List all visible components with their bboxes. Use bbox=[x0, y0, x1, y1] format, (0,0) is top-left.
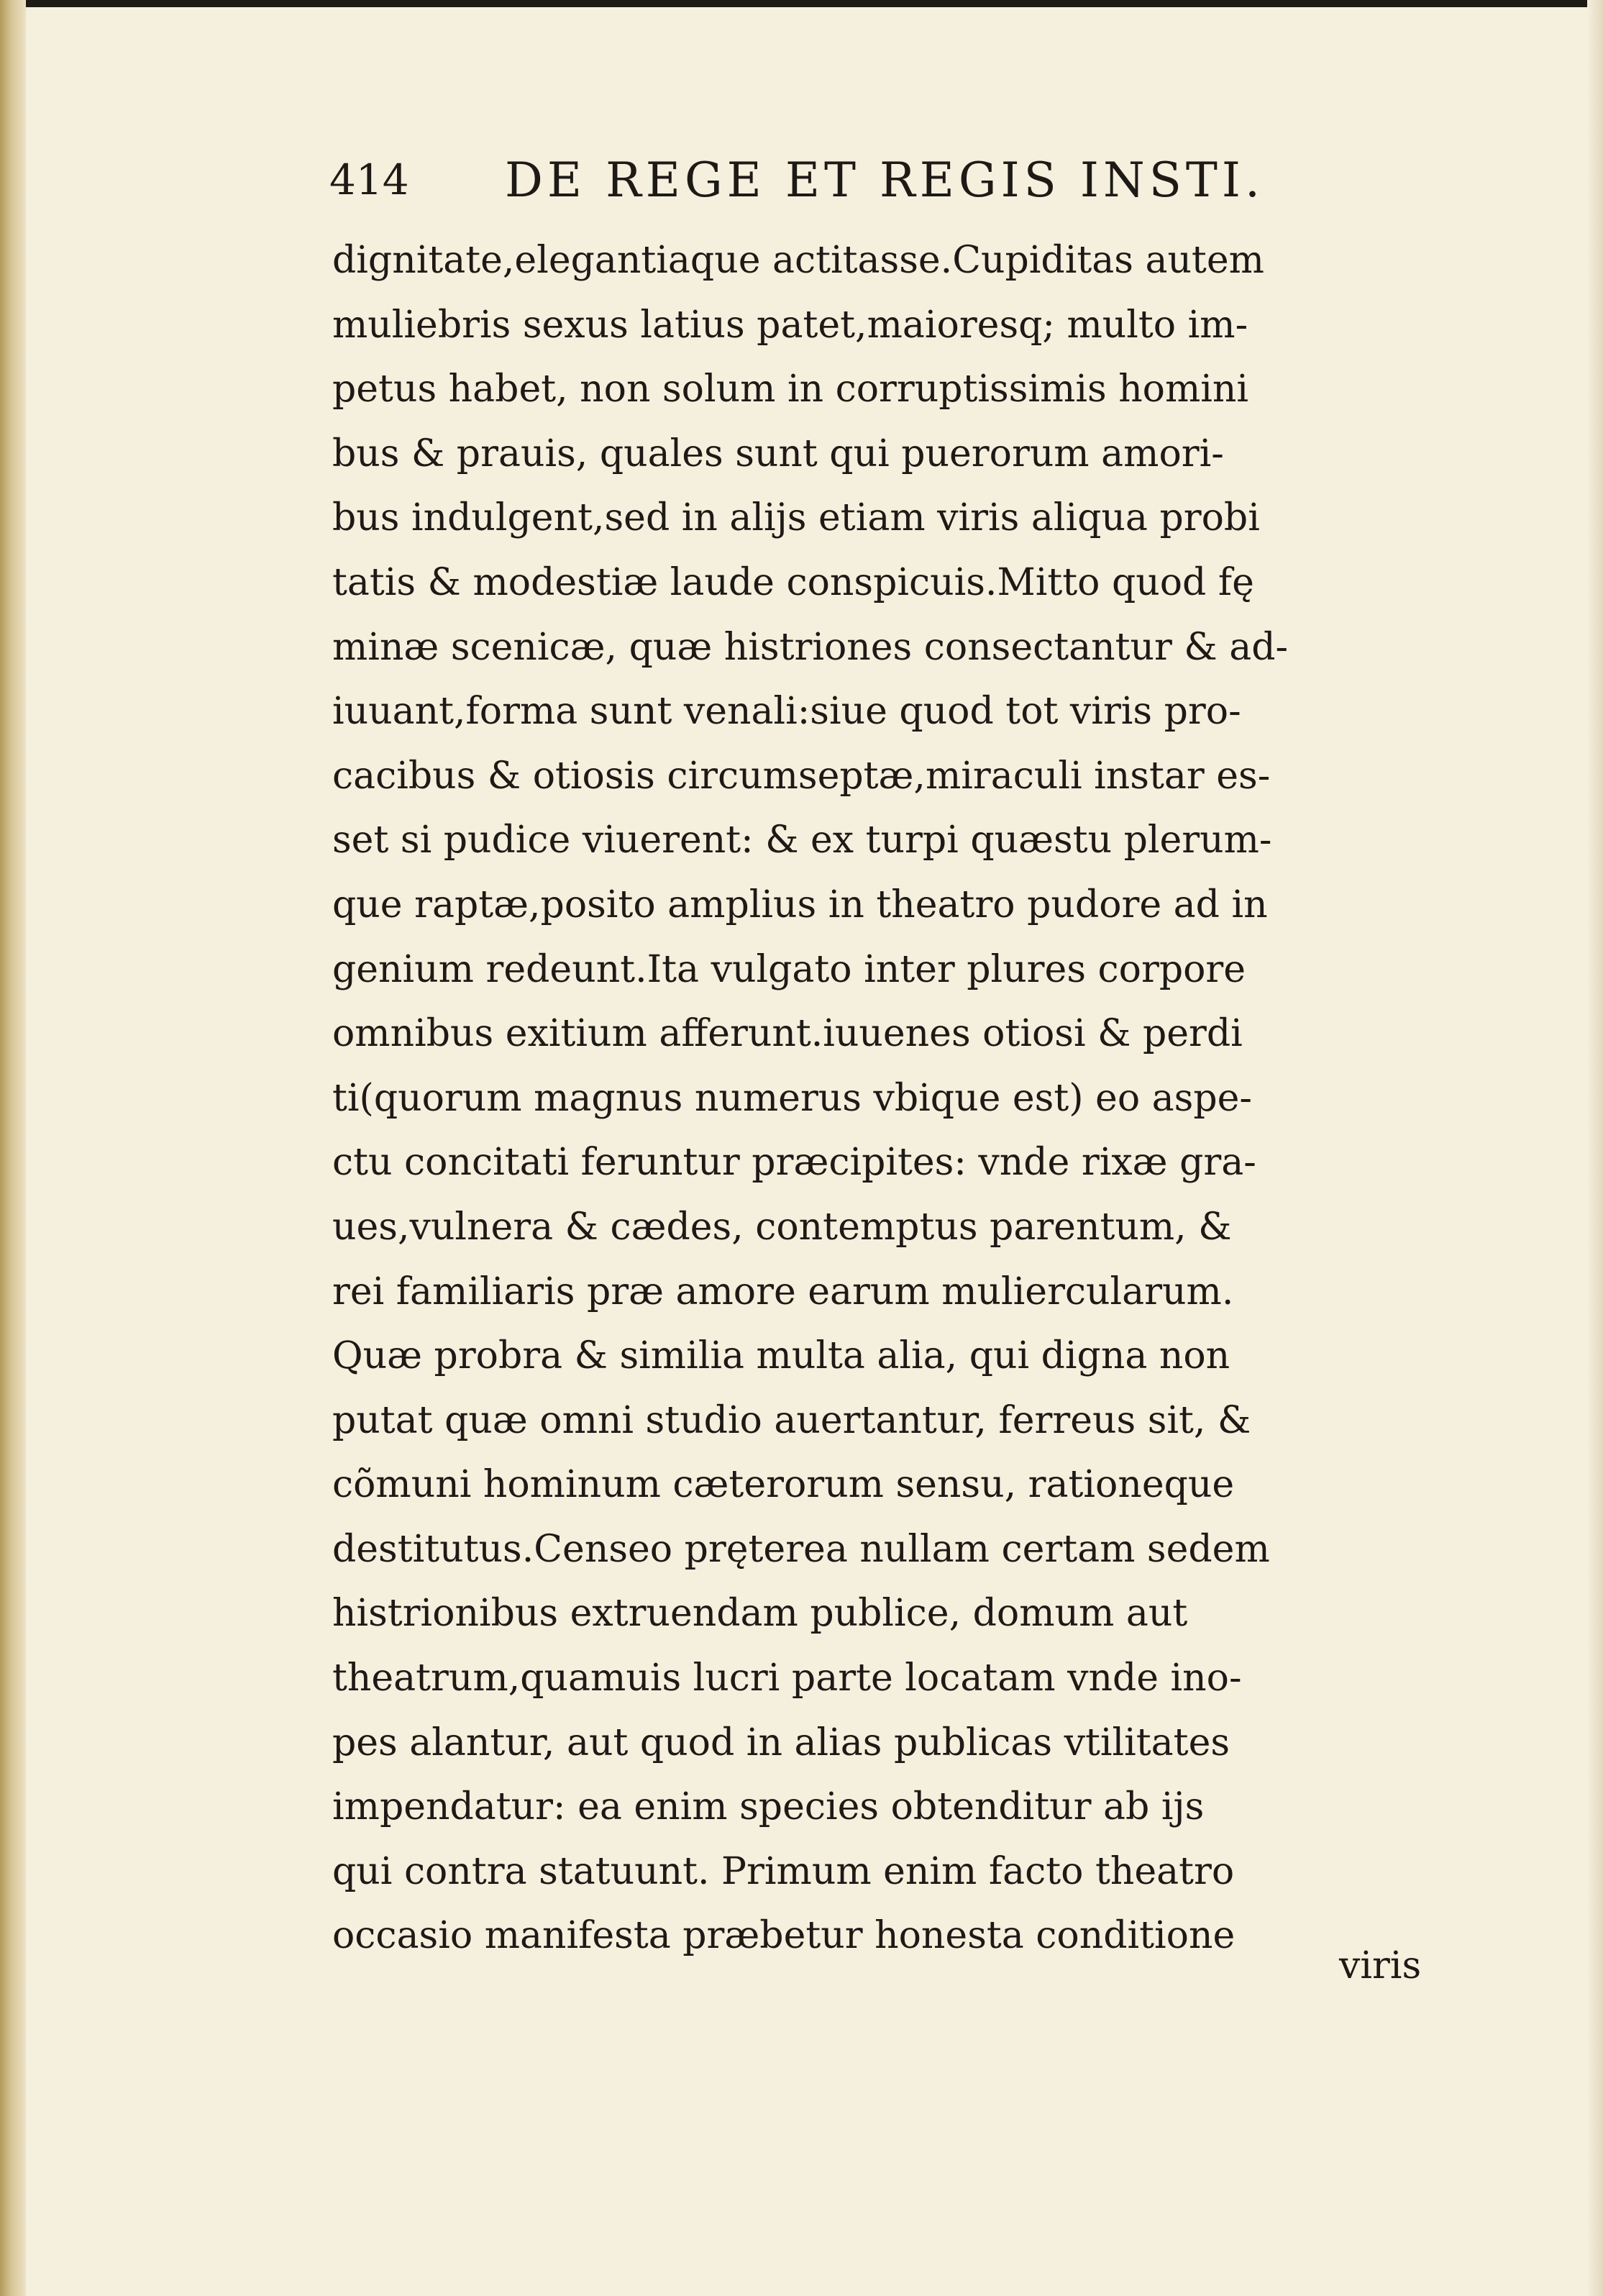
text-line: dignitate,elegantiaque actitasse.Cupiditas autem bbox=[332, 239, 1264, 282]
text-line: rei familiaris præ amore earum muliercularum. bbox=[332, 1270, 1234, 1313]
text-line: ctu concitati feruntur præcipites: vnde rixæ gra- bbox=[332, 1141, 1256, 1185]
text-line: cõmuni hominum cæterorum sensu, rationeque bbox=[332, 1463, 1235, 1507]
text-line: omnibus exitium afferunt.iuuenes otiosi & perdi bbox=[332, 1012, 1243, 1056]
text-line: occasio manifesta præbetur honesta conditione bbox=[332, 1914, 1236, 1958]
text-line: histrionibus extruendam publice, domum aut bbox=[332, 1592, 1188, 1636]
text-line: destitutus.Censeo pręterea nullam certam sedem bbox=[332, 1527, 1270, 1571]
page-right-edge bbox=[1587, 0, 1603, 2296]
text-line: tatis & modestiæ laude conspicuis.Mitto quod fę bbox=[332, 560, 1254, 604]
text-line: muliebris sexus latius patet,maioresq; multo im- bbox=[332, 303, 1248, 347]
text-line: que raptæ,posito amplius in theatro pudore ad in bbox=[332, 883, 1268, 926]
catchword: viris bbox=[1339, 1944, 1422, 1987]
text-line: petus habet, non solum in corruptissimis homini bbox=[332, 368, 1249, 411]
page-gutter-edge bbox=[0, 0, 26, 2296]
text-line: pes alantur, aut quod in alias publicas vtilitates bbox=[332, 1721, 1230, 1764]
page-top-edge bbox=[0, 0, 1603, 7]
text-line: impendatur: ea enim species obtenditur ab ijs bbox=[332, 1785, 1205, 1829]
text-line: cacibus & otiosis circumseptæ,miraculi instar es- bbox=[332, 754, 1271, 798]
text-line: bus indulgent,sed in alijs etiam viris aliqua probi bbox=[332, 496, 1260, 540]
text-line: minæ scenicæ, quæ histriones consectantur & ad- bbox=[332, 625, 1289, 669]
text-line: ti(quorum magnus numerus vbique est) eo aspe- bbox=[332, 1076, 1252, 1120]
text-line: putat quæ omni studio auertantur, ferreus sit, & bbox=[332, 1398, 1251, 1442]
text-line: theatrum,quamuis lucri parte locatam vnde ino- bbox=[332, 1657, 1242, 1700]
page-number: 414 bbox=[329, 155, 409, 204]
text-line: ues,vulnera & cædes, contemptus parentum, & bbox=[332, 1205, 1232, 1249]
text-line: set si pudice viuerent: & ex turpi quæstu plerum- bbox=[332, 819, 1272, 862]
text-line: genium redeunt.Ita vulgato inter plures corpore bbox=[332, 947, 1246, 991]
running-title: DE REGE ET REGIS INSTI. bbox=[505, 152, 1264, 208]
text-line: Quæ probra & similia multa alia, qui digna non bbox=[332, 1334, 1230, 1378]
running-head bbox=[329, 152, 1451, 219]
text-line: bus & prauis, quales sunt qui puerorum amori- bbox=[332, 432, 1224, 475]
text-line: qui contra statuunt. Primum enim facto theatro bbox=[332, 1849, 1235, 1893]
text-line: iuuant,forma sunt venali:siue quod tot viris pro- bbox=[332, 690, 1241, 734]
body-text bbox=[332, 229, 1454, 1969]
